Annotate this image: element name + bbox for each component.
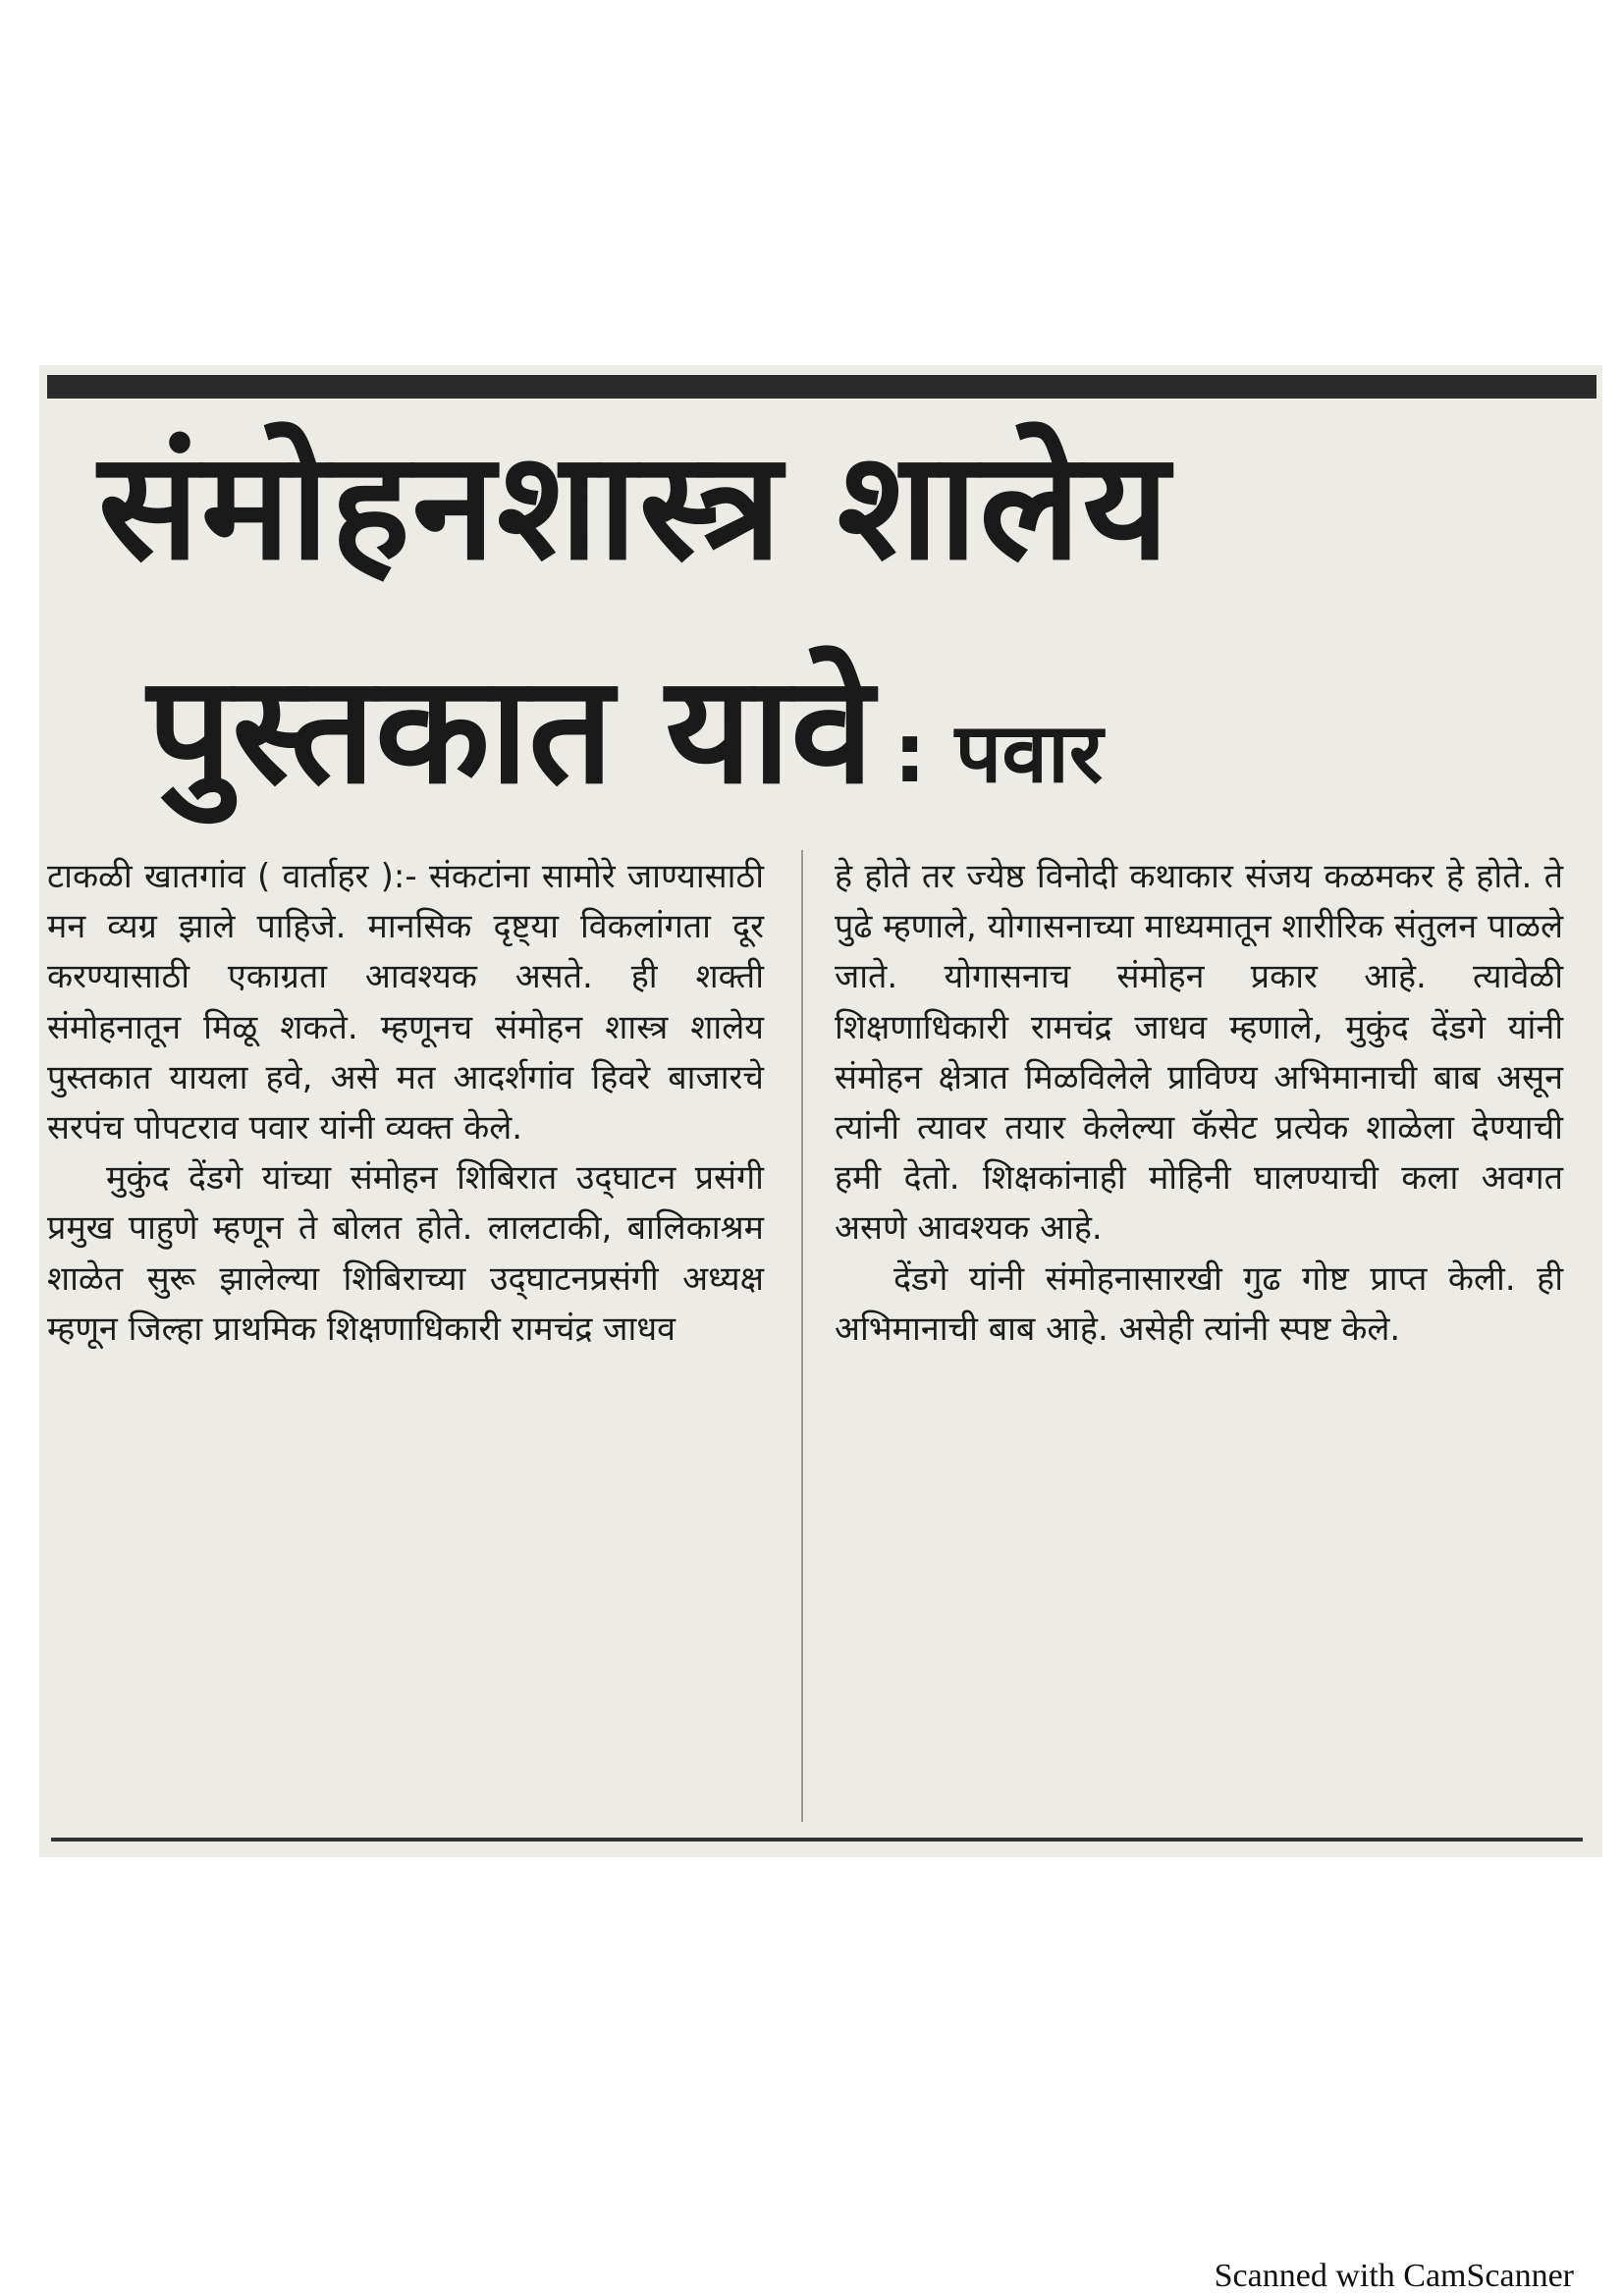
- headline-line-1: [59, 419, 1610, 593]
- bottom-rule: [51, 1838, 1583, 1842]
- article-column-left: [47, 852, 764, 1355]
- headline-byline: : पवार: [893, 705, 1104, 801]
- article-column-right: [835, 852, 1563, 1355]
- headline-line-2: [59, 643, 1623, 817]
- left-paragraph-2: मुकुंद देंडगे यांच्या संमोहन शिबिरात उद्‌घाटन प्रसंगी प्रमुख पाहुणे म्हणून ते बोलत होते. लालटाकी, बालिकाश्रम शाळेत सुरू झालेल्या शिबिराच्या उद्‌घाटनप्रसंगी अध्यक्ष म्हणून जिल्हा प्राथमिक शिक्षणाधिकारी रामचंद्र जाधव: [47, 1158, 764, 1349]
- headline-line-1-text: संमोहनशास्त्र शालेय: [98, 419, 1171, 593]
- left-paragraph-1: टाकळी खातगांव ( वार्ताहर ):- संकटांना सामोरे जाण्यासाठी मन व्यग्र झाले पाहिजे. मानसिक दृष्ट्या विकलांगता दूर करण्यासाठी एकाग्रता आवश्यक असते. ही शक्ती संमोहनातून मिळू शकते. म्हणूनच संमोहन शास्त्र शालेय पुस्तकात यायला हवे, असे मत आदर्शगांव हिवरे बाजारचे सरपंच पोपटराव पवार यांनी व्यक्त केले.: [47, 857, 764, 1148]
- right-paragraph-2: देंडगे यांनी संमोहनासारखी गुढ गोष्ट प्राप्त केली. ही अभिमानाची बाब आहे. असेही त्यांनी स्पष्ट केले.: [835, 1258, 1563, 1349]
- top-rule: [47, 375, 1596, 399]
- headline-line-2-text: पुस्तकात यावे: [147, 643, 874, 817]
- column-divider: [801, 850, 803, 1822]
- right-paragraph-1: हे होते तर ज्येष्ठ विनोदी कथाकार संजय कळमकर हे होते. ते पुढे म्हणाले, योगासनाच्या माध्यमातून शारीरिक संतुलन पाळले जाते. योगासनाच संमोहन प्रकार आहे. त्यावेळी शिक्षणाधिकारी रामचंद्र जाधव म्हणाले, मुकुंद देंडगे यांनी संमोहन क्षेत्रात मिळविलेले प्राविण्य अभिमानाची बाब असून त्यांनी त्यावर तयार केलेल्या कॅसेट प्रत्येक शाळेला देण्याची हमी देतो. शिक्षकांनाही मोहिनी घालण्याची कला अवगत असणे आवश्यक आहे.: [835, 857, 1563, 1249]
- scanner-watermark: Scanned with CamScanner: [1214, 2258, 1574, 2294]
